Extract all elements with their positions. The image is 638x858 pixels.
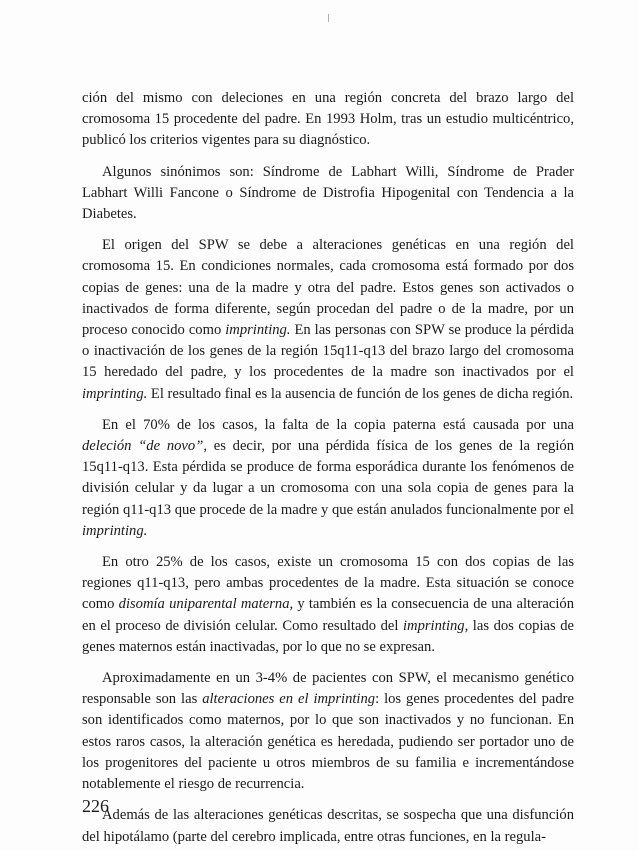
paragraph-text: El resultado final es la ausencia de función de los genes de dicha región. [147, 385, 574, 402]
paragraph-origin [82, 235, 574, 405]
paragraph-synonyms [82, 162, 574, 226]
italic-term: imprinting. [82, 522, 148, 539]
italic-term: alteraciones en el imprinting [202, 691, 376, 708]
paragraph-text: ción del mismo con deleciones en una región concreta del brazo largo del cromosoma 15 procedente del padre. En 1993 Holm, tras un estudio multicéntrico, publicó los criterios vigentes para su diagnóstico. [82, 90, 574, 149]
paragraph-text: , las dos copias de genes maternos están inactivadas, por lo que no se expresan. [82, 617, 574, 655]
paragraph-text: Aproximadamente en un 3-4% de pacientes con SPW, el mecanismo genético responsable son las [82, 670, 574, 708]
paragraph-text: El origen del SPW se debe a alteraciones genéticas en una región del cromosoma 15. En condiciones normales, cada cromosoma está formado por dos copias de genes: una de la madre y otra del padre. Estos genes son activados o inactivados de forma diferente, según procedan del padre o de la madre, por un proceso conocido como [82, 237, 574, 339]
paragraph-text: Algunos sinónimos son: Síndrome de Labhart Willi, Síndrome de Prader Labhart Willi Fancone o Síndrome de Distrofia Hipogenital con Tendencia a la Diabetes. [82, 163, 574, 223]
paragraph-text: : los genes procedentes del padre son identificados como maternos, por lo que son inactivados y no funcionan. En estos raros casos, la alteración genética es heredada, pudiendo ser portador uno de los progenitores del paciente u otros miembros de su familia e incrementándose notablemente el riesgo de recurrencia. [82, 691, 574, 793]
scan-mark [328, 14, 329, 22]
body-text [82, 88, 574, 858]
paragraph-continuation [82, 88, 574, 152]
paragraph-text: Además de las alteraciones genéticas descritas, se sospecha que una disfunción del hipotálamo (parte del cerebro implicada, entre otras funciones, en la regula- [82, 807, 574, 845]
paragraph-text: En otro 25% de los casos, existe un cromosoma 15 con dos copias de las regiones q11-q13, pero ambas procedentes de la madre. Esta situación se conoce como [82, 554, 574, 613]
italic-term: imprinting [402, 617, 465, 634]
italic-term: imprinting. [82, 385, 148, 402]
paragraph-deletion [82, 415, 574, 542]
paragraph-hypothalamus [82, 805, 574, 847]
paragraph-text: , y también es la consecuencia de una alteración en el proceso de división celular. Como resultado del [82, 596, 575, 634]
paragraph-disomy [82, 552, 574, 658]
paragraph-text: En las personas con SPW se produce la pérdida o inactivación de los genes de la región 15q11-q13 del brazo largo del cromosoma 15 heredado del padre, y los procedentes de la madre son inactivados por el [82, 322, 574, 381]
paragraph-text: En el 70% de los casos, la falta de la copia paterna está causada por una [102, 416, 574, 433]
italic-term: deleción “de novo” [82, 438, 204, 455]
page-number: 226 [82, 796, 109, 816]
paragraph-text: , es decir, por una pérdida física de los genes de la región 15q11-q13. Esta pérdida se produce de forma esporádica durante los fenómenos de división celular y da lugar a un cromosoma con una sola copia de genes para la región q11-q13 que procede de la madre y que están anulados funcionalmente por el [82, 438, 574, 518]
italic-term: disomía uniparental materna [118, 596, 290, 613]
paragraph-imprinting-defects [82, 668, 574, 795]
italic-term: imprinting. [225, 322, 291, 339]
